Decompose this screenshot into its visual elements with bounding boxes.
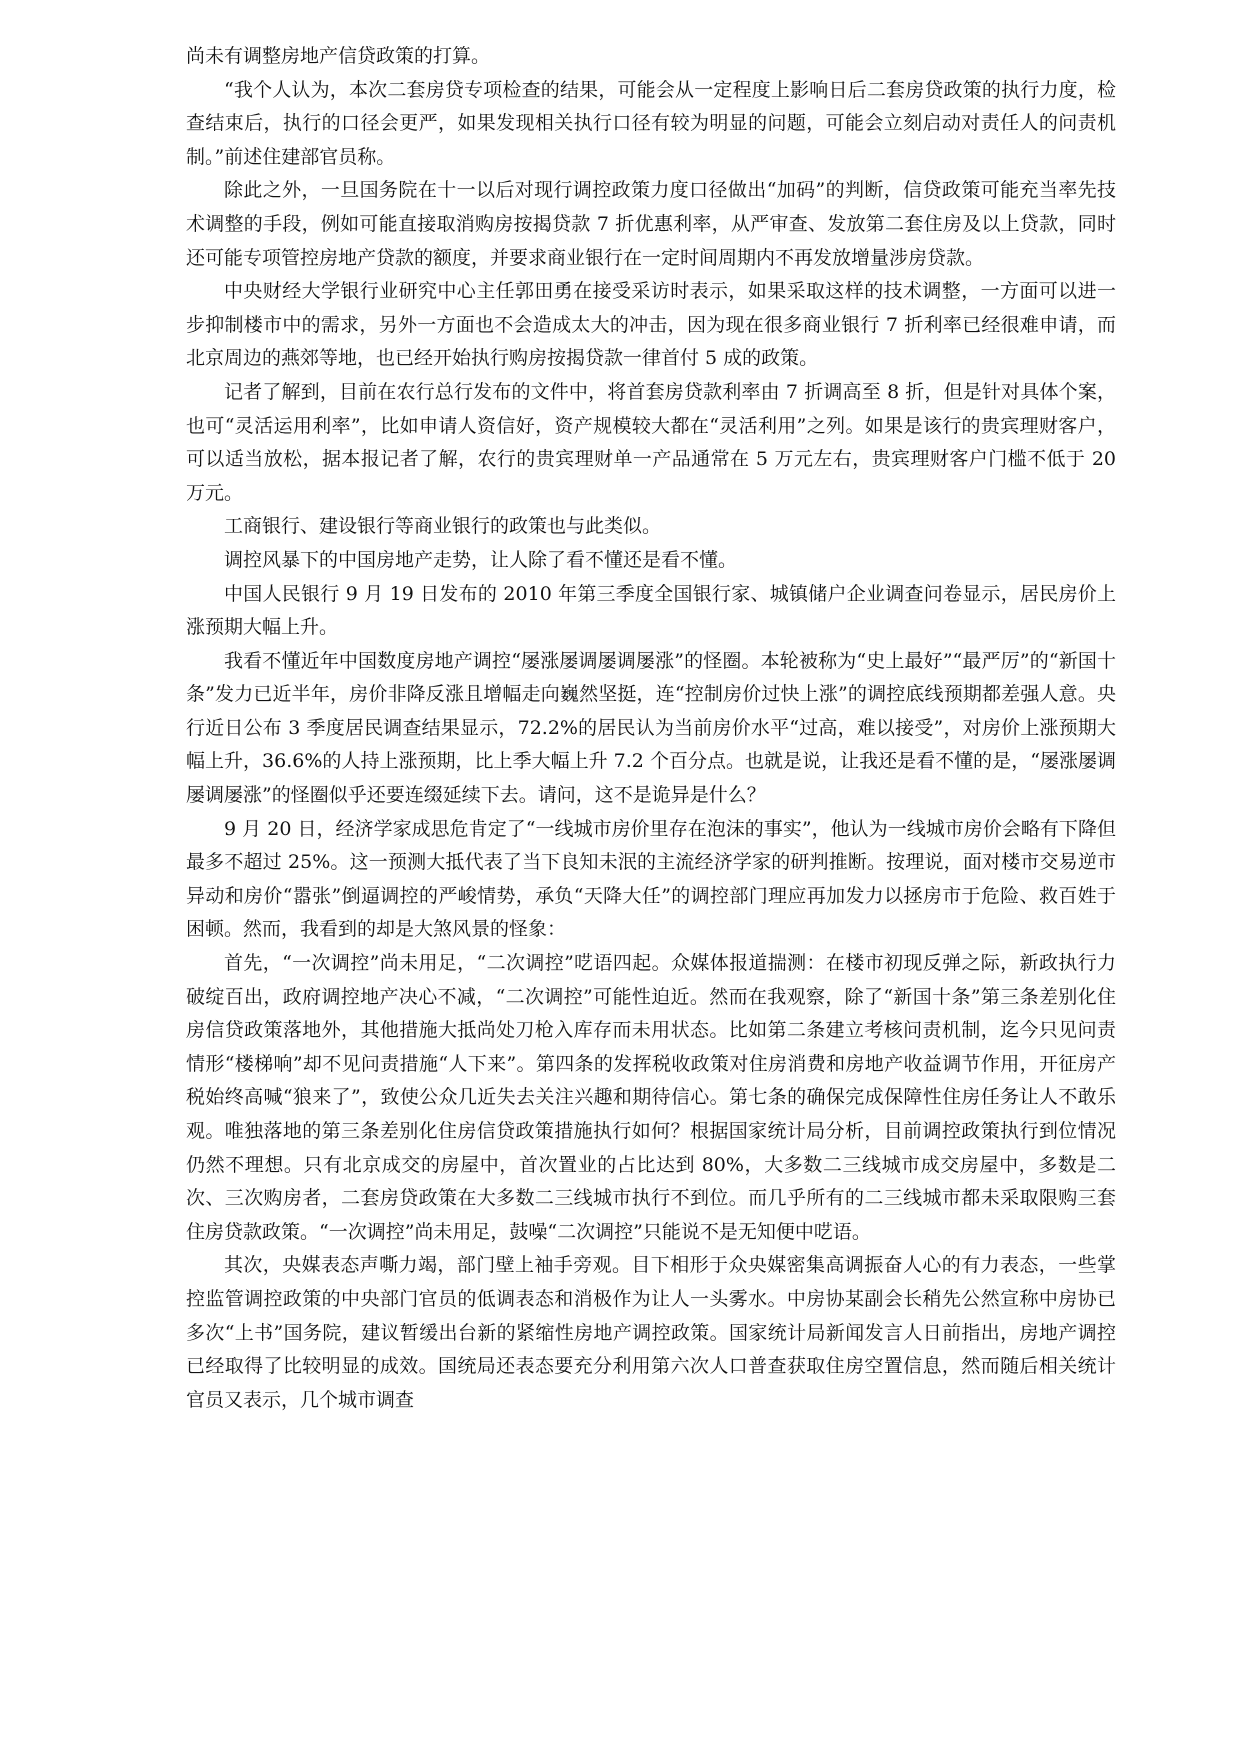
paragraph-8: 中国人民银行 9 月 19 日发布的 2010 年第三季度全国银行家、城镇储户企业调查问卷显示，居民房价上涨预期大幅上升。 (186, 582, 1116, 639)
paragraph-10: 9 月 20 日，经济学家成思危肯定了“一线城市房价里存在泡沫的事实”，他认为一线城市房价会略有下降但最多不超过 25%。这一预测大抵代表了当下良知未泯的主流经济学家的研判推断。按理说，面对楼市交易逆市异动和房价“嚣张”倒逼调控的严峻情势，承负“天降大任”的调控部门理应再加发力以拯房市于危险、救百姓于困顿。然而，我看到的却是大煞风景的怪象： (186, 817, 1116, 941)
paragraph-1: 尚未有调整房地产信贷政策的打算。 (186, 45, 491, 67)
paragraph-12: 其次，央媒表态声嘶力竭，部门壁上袖手旁观。目下相形于众央媒密集高调振奋人心的有力表态，一些掌控监管调控政策的中央部门官员的低调表态和消极作为让人一头雾水。中房协某副会长稍先公然宣称中房协已多次“上书”国务院，建议暂缓出台新的紧缩性房地产调控政策。国家统计局新闻发言人日前指出，房地产调控已经取得了比较明显的成效。国统局还表态要充分利用第六次人口普查获取住房空置信息，然而随后相关统计官员又表示，几个城市调查 (186, 1254, 1116, 1411)
paragraph-4: 中央财经大学银行业研究中心主任郭田勇在接受采访时表示，如果采取这样的技术调整，一方面可以进一步抑制楼市中的需求，另外一方面也不会造成太大的冲击，因为现在很多商业银行 7 折利率已经很难申请，而北京周边的燕郊等地，也已经开始执行购房按揭贷款一律首付 5 成的政策。 (186, 280, 1116, 370)
paragraph-6: 工商银行、建设银行等商业银行的政策也与此类似。 (224, 515, 662, 538)
paragraph-11: 首先，“一次调控”尚未用足，“二次调控”呓语四起。众媒体报道揣测：在楼市初现反弹之际，新政执行力破绽百出，政府调控地产决心不减，“二次调控”可能性迫近。然而在我观察，除了“新国十条”第三条差别化住房信贷政策落地外，其他措施大抵尚处刀枪入库存而未用状态。比如第二条建立考核问责机制，迄今只见问责情形“楼梯响”却不见问责措施“人下来”。第四条的发挥税收政策对住房消费和房地产收益调节作用，开征房产税始终高喊“狼来了”，致使公众几近失去关注兴趣和期待信心。第七条的确保完成保障性住房任务让人不敢乐观。唯独落地的第三条差别化住房信贷政策措施执行如何？根据国家统计局分析，目前调控政策执行到位情况仍然不理想。只有北京成交的房屋中，首次置业的占比达到 80%，大多数二三线城市成交房屋中，多数是二次、三次购房者，二套房贷政策在大多数二三线城市执行不到位。而几乎所有的二三线城市都未采取限购三套住房贷款政策。“一次调控”尚未用足，鼓噪“二次调控”只能说不是无知便中呓语。 (186, 952, 1116, 1243)
paragraph-5: 记者了解到，目前在农行总行发布的文件中，将首套房贷款利率由 7 折调高至 8 折，但是针对具体个案，也可“灵活运用利率”，比如申请人资信好，资产规模较大都在“灵活利用”之列。如果是该行的贵宾理财客户，可以适当放松，据本报记者了解，农行的贵宾理财单一产品通常在 5 万元左右，贵宾理财客户门槛不低于 20 万元。 (186, 380, 1116, 504)
paragraph-7: 调控风暴下的中国房地产走势，让人除了看不懂还是看不懂。 (224, 548, 738, 571)
paragraph-3: 除此之外，一旦国务院在十一以后对现行调控政策力度口径做出“加码”的判断，信贷政策可能充当率先技术调整的手段，例如可能直接取消购房按揭贷款 7 折优惠利率，从严审查、发放第二套住房及以上贷款，同时还可能专项管控房地产贷款的额度，并要求商业银行在一定时间周期内不再发放增量涉房贷款。 (186, 179, 1116, 269)
document-body (186, 40, 1116, 1417)
paragraph-9: 我看不懂近年中国数度房地产调控“屡涨屡调屡调屡涨”的怪圈。本轮被称为“史上最好”“最严厉”的“新国十条”发力已近半年，房价非降反涨且增幅走向巍然坚挺，连“控制房价过快上涨”的调控底线预期都差强人意。央行近日公布 3 季度居民调查结果显示，72.2%的居民认为当前房价水平“过高，难以接受”，对房价上涨预期大幅上升，36.6%的人持上涨预期，比上季大幅上升 7.2 个百分点。也就是说，让我还是看不懂的是，“屡涨屡调屡调屡涨”的怪圈似乎还要连缀延续下去。请问，这不是诡异是什么？ (186, 649, 1116, 807)
paragraph-2: “我个人认为，本次二套房贷专项检查的结果，可能会从一定程度上影响日后二套房贷政策的执行力度，检查结束后，执行的口径会更严，如果发现相关执行口径有较为明显的问题，可能会立刻启动对责任人的问责机制。”前述住建部官员称。 (186, 78, 1116, 168)
